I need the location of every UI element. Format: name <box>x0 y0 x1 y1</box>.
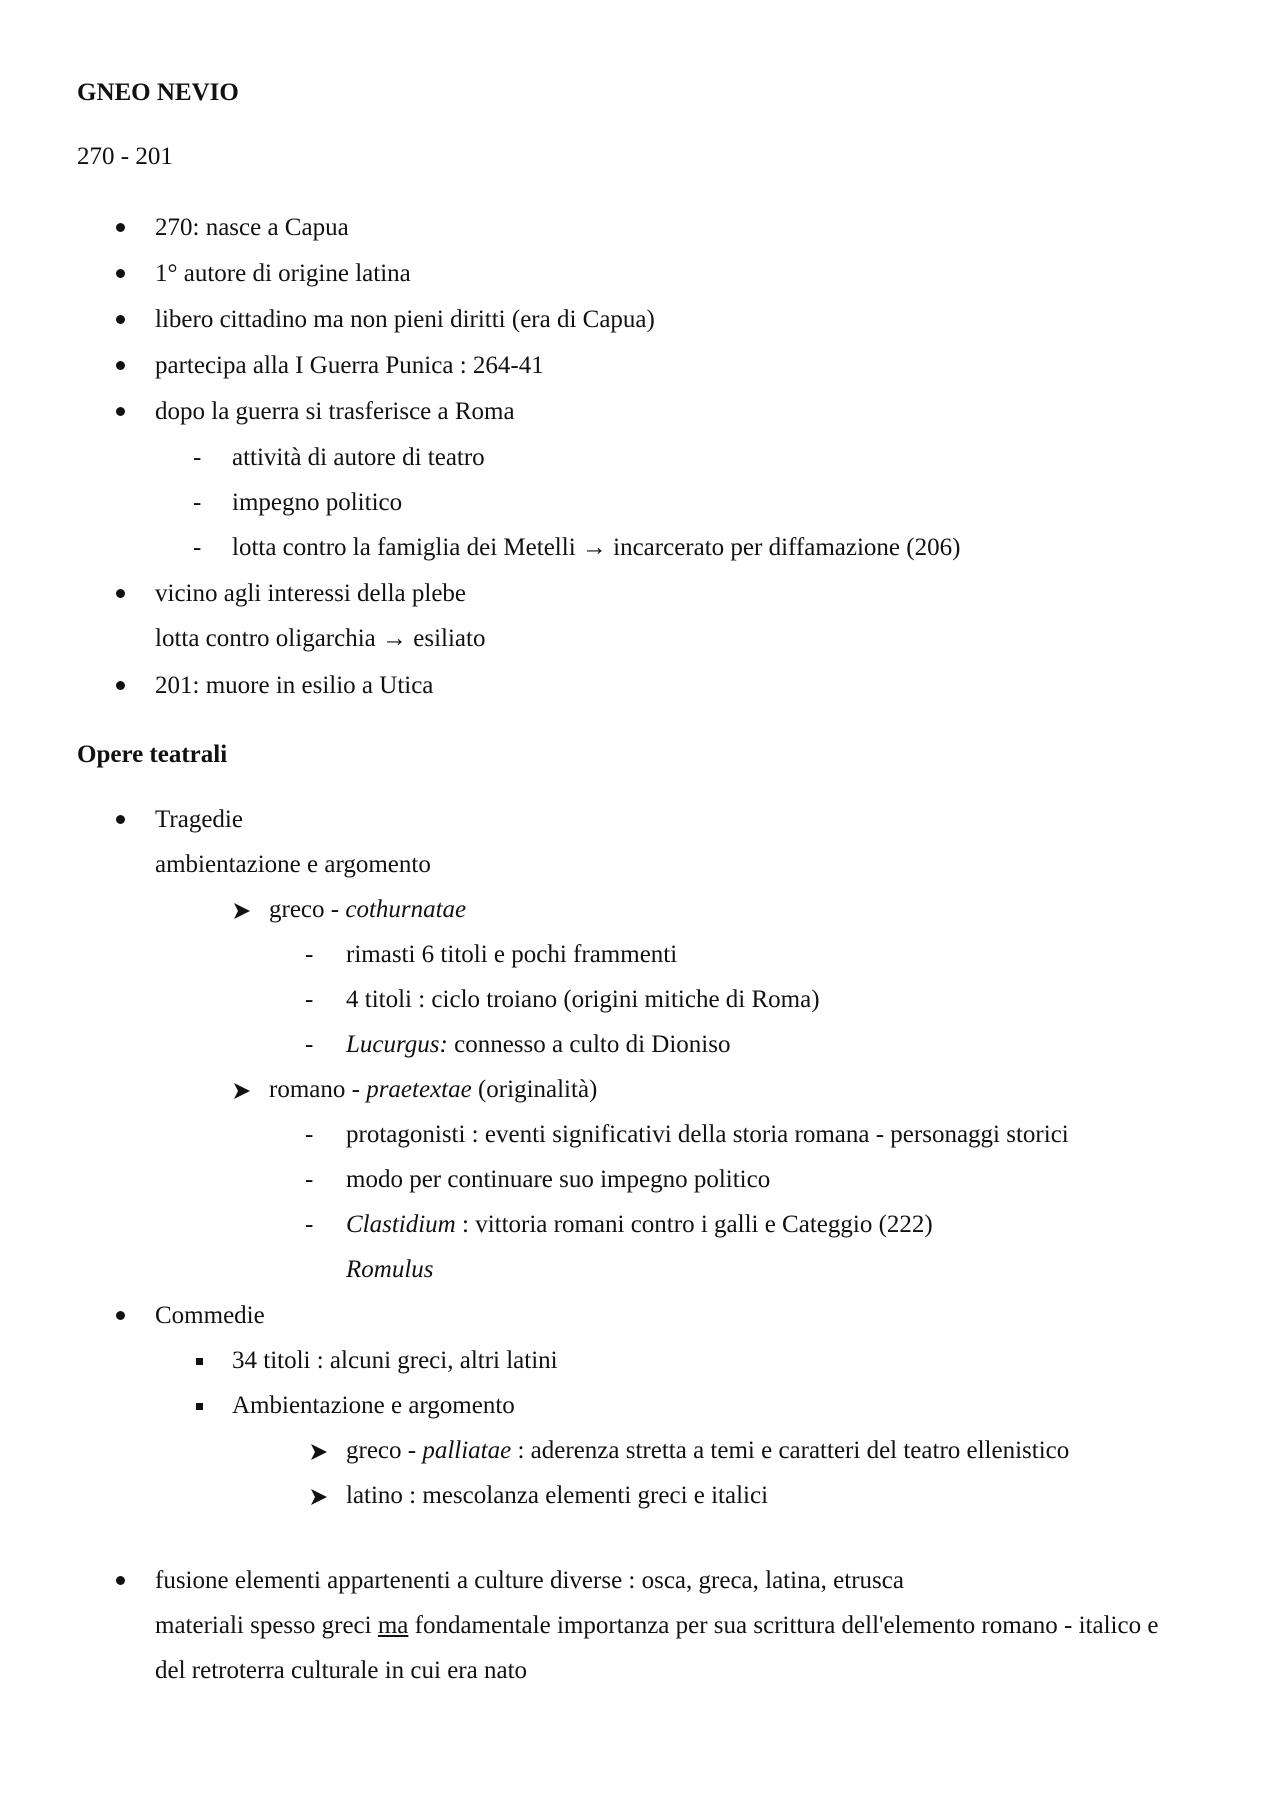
bio-subitem: impegno politico <box>232 489 403 516</box>
commedie-subitem: latino : mescolanza elementi greci e italici <box>346 1482 769 1509</box>
bio-item: 270: nasce a Capua <box>155 214 349 241</box>
romano-subitem: Clastidium : vittoria romani contro i galli e Categgio (222) <box>346 1211 933 1238</box>
bio-subitem: lotta contro la famiglia dei Metelli → incarcerato per diffamazione (206) <box>232 534 961 561</box>
arrowhead-icon <box>310 1443 328 1461</box>
dash-marker: - <box>193 489 202 516</box>
arrowhead-icon <box>233 1082 251 1100</box>
romano-subitem-continued: Romulus <box>346 1256 434 1283</box>
romano-item: romano - praetextae (originalità) <box>269 1076 598 1103</box>
bullet-icon <box>116 815 125 824</box>
greco-subitem: 4 titoli : ciclo troiano (origini mitiche di Roma) <box>346 986 820 1013</box>
bio-item: partecipa alla I Guerra Punica : 264-41 <box>155 352 544 379</box>
romano-subitem: modo per continuare suo impegno politico <box>346 1166 771 1193</box>
dash-marker: - <box>305 1121 314 1148</box>
bullet-icon <box>116 589 125 598</box>
section-heading: Opere teatrali <box>77 741 228 768</box>
bio-item: dopo la guerra si trasferisce a Roma <box>155 398 515 425</box>
square-bullet-icon <box>196 1358 203 1365</box>
arrowhead-icon <box>310 1488 328 1506</box>
bullet-icon <box>116 223 125 232</box>
dash-marker: - <box>305 986 314 1013</box>
arrowhead-icon <box>233 902 251 920</box>
life-dates: 270 - 201 <box>77 143 173 170</box>
dash-marker: - <box>305 1031 314 1058</box>
dash-marker: - <box>305 941 314 968</box>
romano-subitem: protagonisti : eventi significativi della storia romana - personaggi storici <box>346 1121 1069 1148</box>
commedie-subitem: greco - palliatae : aderenza stretta a temi e caratteri del teatro ellenistico <box>346 1437 1070 1464</box>
bio-item: 1° autore di origine latina <box>155 260 411 287</box>
greco-subitem: rimasti 6 titoli e pochi frammenti <box>346 941 678 968</box>
bio-item-continued: lotta contro oligarchia → esiliato <box>155 625 486 652</box>
commedie-label: Commedie <box>155 1302 265 1329</box>
bullet-icon <box>116 315 125 324</box>
bullet-icon <box>116 1311 125 1320</box>
dash-marker: - <box>305 1211 314 1238</box>
bio-item: libero cittadino ma non pieni diritti (era di Capua) <box>155 306 655 333</box>
fusione-text: materiali spesso greci ma fondamentale importanza per sua scrittura dell'elemento romano - italico e <box>155 1612 1159 1639</box>
greco-subitem: Lucurgus: connesso a culto di Dioniso <box>346 1031 731 1058</box>
dash-marker: - <box>193 444 202 471</box>
bullet-icon <box>116 681 125 690</box>
fusione-text: fusione elementi appartenenti a culture diverse : osca, greca, latina, etrusca <box>155 1567 904 1594</box>
fusione-text: del retroterra culturale in cui era nato <box>155 1657 528 1684</box>
bio-subitem: attività di autore di teatro <box>232 444 485 471</box>
bullet-icon <box>116 269 125 278</box>
document-title: GNEO NEVIO <box>77 79 239 106</box>
bullet-icon <box>116 407 125 416</box>
commedie-item: 34 titoli : alcuni greci, altri latini <box>232 1347 558 1374</box>
tragedie-label: Tragedie <box>155 806 243 833</box>
commedie-item: Ambientazione e argomento <box>232 1392 515 1419</box>
bio-item: 201: muore in esilio a Utica <box>155 672 434 699</box>
bullet-icon <box>116 1576 125 1585</box>
bullet-icon <box>116 361 125 370</box>
tragedie-subtitle: ambientazione e argomento <box>155 851 431 878</box>
dash-marker: - <box>305 1166 314 1193</box>
square-bullet-icon <box>196 1403 203 1410</box>
bio-item: vicino agli interessi della plebe <box>155 580 467 607</box>
greco-item: greco - cothurnatae <box>269 896 467 923</box>
dash-marker: - <box>193 534 202 561</box>
